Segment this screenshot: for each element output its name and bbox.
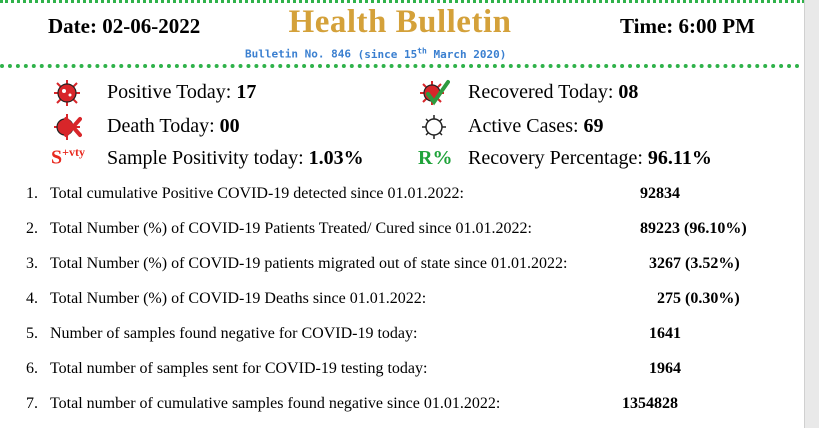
row-text: Total Number (%) of COVID-19 Patients Treated/ Cured since 01.01.2022:: [50, 220, 532, 237]
since-prefix: (since 15: [357, 47, 418, 61]
header-dotted-separator: [0, 64, 800, 68]
recovery-percentage-value: 96.11%: [647, 147, 712, 169]
row-number: 4.: [26, 290, 38, 307]
sample-positivity-label: Sample Positivity today:: [107, 147, 309, 169]
row-text: Total cumulative Positive COVID-19 detected since 01.01.2022:: [50, 185, 464, 202]
bulletin-number: [245, 46, 506, 61]
row-value: 1641: [649, 325, 681, 342]
row-value: 1354828: [622, 395, 678, 412]
row-text: Total number of samples sent for COVID-19 testing today:: [50, 360, 428, 377]
active-cases-value: 69: [583, 115, 604, 137]
since-sup: th: [417, 46, 427, 55]
virus-icon: [52, 78, 82, 108]
page-title: Health Bulletin: [288, 4, 512, 40]
row-number: 2.: [26, 220, 38, 237]
death-today-value: 00: [219, 115, 240, 137]
row-value: 3267 (3.52%): [649, 255, 740, 272]
svty-base: S: [51, 146, 63, 169]
bulletin-label: Bulletin No. 846: [245, 47, 351, 61]
row-value: 1964: [649, 360, 681, 377]
death-today-label: Death Today:: [107, 115, 220, 137]
row-text: Total Number (%) of COVID-19 Deaths since 01.01.2022:: [50, 290, 427, 307]
row-value: 89223 (96.10%): [640, 220, 747, 237]
bulletin-time: Time: 6:00 PM: [620, 14, 755, 38]
recovery-percentage-symbol: R%: [418, 147, 453, 169]
row-number: 7.: [26, 395, 38, 412]
recovery-percentage: [468, 147, 712, 170]
since-text: [358, 48, 507, 61]
sample-positivity-symbol: [51, 145, 85, 170]
sample-positivity: [107, 147, 364, 170]
virus-cross-icon: [52, 112, 82, 142]
active-cases: [468, 115, 604, 138]
death-today: [107, 115, 240, 138]
top-dotted-border: [0, 0, 805, 3]
positive-today-label: Positive Today:: [107, 81, 237, 103]
page-edge-gutter: [805, 0, 819, 428]
row-text: Total Number (%) of COVID-19 patients migrated out of state since 01.01.2022:: [50, 255, 568, 272]
recovered-today-value: 08: [618, 81, 639, 103]
row-number: 6.: [26, 360, 38, 377]
virus-outline-icon: [420, 112, 450, 142]
row-text: Number of samples found negative for COVID-19 today:: [50, 325, 418, 342]
sample-positivity-value: 1.03%: [308, 147, 364, 169]
since-suffix: March 2020): [426, 47, 507, 61]
bulletin-date: Date: 02-06-2022: [48, 14, 201, 38]
positive-today-value: 17: [236, 81, 257, 103]
recovery-percentage-label: Recovery Percentage:: [468, 147, 648, 169]
row-value: 275 (0.30%): [657, 290, 740, 307]
recovered-today-label: Recovered Today:: [468, 81, 619, 103]
positive-today: [107, 81, 256, 104]
row-text: Total number of cumulative samples found negative since 01.01.2022:: [50, 395, 501, 412]
row-number: 1.: [26, 185, 38, 202]
row-number: 3.: [26, 255, 38, 272]
active-cases-label: Active Cases:: [468, 115, 584, 137]
virus-check-icon: [418, 78, 450, 108]
row-value: 92834: [640, 185, 680, 202]
row-number: 5.: [26, 325, 38, 342]
recovered-today: [468, 81, 638, 104]
svty-sup: +vty: [62, 145, 85, 159]
